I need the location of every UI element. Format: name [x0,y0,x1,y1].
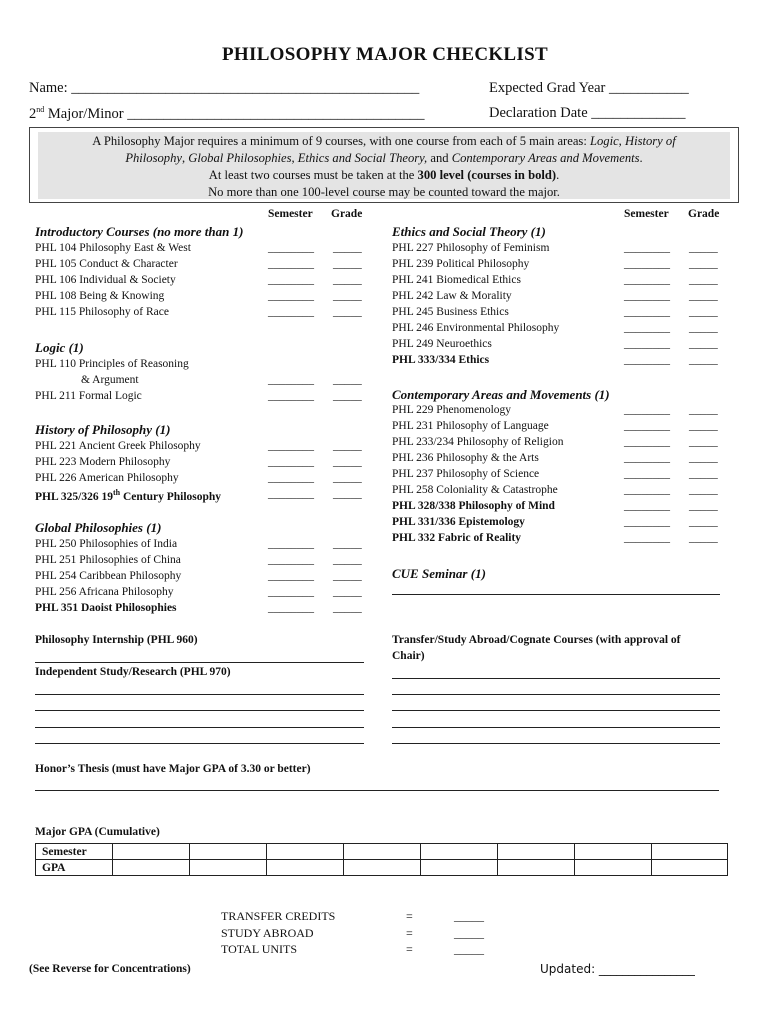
course-item-300-level: PHL 325/326 19th Century Philosophy [35,488,222,503]
grade-blank[interactable]: _____ [333,274,362,286]
equals-sign: = [406,926,413,940]
semester-blank[interactable]: ________ [268,586,314,598]
gpa-semester-row [36,844,728,860]
gpa-cell[interactable] [113,844,190,860]
course-item: PHL 105 Conduct & Character [35,258,178,270]
gpa-row-label: Semester [36,844,113,860]
semester-blank[interactable]: ________ [268,242,314,254]
section-ethics: Ethics and Social Theory (1) [392,224,546,239]
grade-blank[interactable]: _____ [689,468,718,480]
semester-blank[interactable]: ________ [624,452,670,464]
grade-blank[interactable]: _____ [689,436,718,448]
course-item: PHL 106 Individual & Society [35,274,176,286]
gpa-value-row [36,860,728,876]
grade-blank[interactable]: _____ [689,500,718,512]
grade-blank[interactable]: _____ [689,290,718,302]
gpa-cell[interactable] [421,844,498,860]
gpa-cell[interactable] [421,860,498,876]
semester-blank[interactable]: ________ [624,404,670,416]
independent-study-line[interactable] [35,694,364,695]
internship-label: Philosophy Internship (PHL 960) [35,634,198,646]
course-item: PHL 236 Philosophy & the Arts [392,452,539,464]
course-item-300-level: PHL 351 Daoist Philosophies [35,602,177,614]
cue-seminar-line[interactable] [392,594,720,595]
transfer-credits-blank[interactable]: _____ [454,909,484,923]
course-item: PHL 245 Business Ethics [392,306,509,318]
gpa-cell[interactable] [190,844,267,860]
course-item: PHL 246 Environmental Philosophy [392,322,560,334]
grade-blank[interactable]: _____ [333,374,362,386]
semester-blank[interactable]: ________ [624,338,670,350]
course-item: PHL 231 Philosophy of Language [392,420,549,432]
study-abroad-blank[interactable]: _____ [454,926,484,940]
semester-blank[interactable]: ________ [268,258,314,270]
grade-blank[interactable]: _____ [333,390,362,402]
study-abroad-label: STUDY ABROAD [221,926,314,940]
course-item: PHL 227 Philosophy of Feminism [392,242,550,254]
grade-blank[interactable]: _____ [689,274,718,286]
grade-blank[interactable]: _____ [333,554,362,566]
independent-study-line[interactable] [35,727,364,728]
name-field-label: Name: ________________________________________________ [29,80,420,96]
grade-blank[interactable]: _____ [689,452,718,464]
course-item: PHL 239 Political Philosophy [392,258,530,270]
semester-blank[interactable]: ________ [268,570,314,582]
grade-blank[interactable]: _____ [333,570,362,582]
grade-blank[interactable]: _____ [333,258,362,270]
requirements-box [29,127,739,203]
transfer-courses-line[interactable] [392,710,720,711]
grade-blank[interactable]: _____ [333,472,362,484]
grade-blank[interactable]: _____ [689,322,718,334]
course-item: PHL 233/234 Philosophy of Religion [392,436,564,448]
grade-blank[interactable]: _____ [333,602,362,614]
semester-blank[interactable]: ________ [268,456,314,468]
semester-blank[interactable]: ________ [624,436,670,448]
grade-blank[interactable]: _____ [333,306,362,318]
grade-column-header: Grade [688,208,720,220]
gpa-cell[interactable] [267,860,344,876]
semester-blank[interactable]: ________ [268,602,314,614]
see-reverse-note: (See Reverse for Concentrations) [29,963,191,975]
course-item: PHL 251 Philosophies of China [35,554,181,566]
grade-blank[interactable]: _____ [689,338,718,350]
updated-field: Updated: ________________ [540,962,695,976]
grade-blank[interactable]: _____ [689,404,718,416]
course-item: PHL 254 Caribbean Philosophy [35,570,182,582]
declaration-date-label: Declaration Date _____________ [489,105,686,121]
section-cue-seminar: CUE Seminar (1) [392,566,486,581]
transfer-credits-label: TRANSFER CREDITS [221,909,336,923]
section-global: Global Philosophies (1) [35,520,162,535]
gpa-cell[interactable] [575,844,652,860]
grade-blank[interactable]: _____ [333,242,362,254]
course-item: PHL 249 Neuroethics [392,338,492,350]
transfer-courses-line[interactable] [392,678,720,679]
semester-blank[interactable]: ________ [268,274,314,286]
total-units-label: TOTAL UNITS [221,942,298,956]
course-item: PHL 229 Phenomenology [392,404,512,416]
grade-blank[interactable]: _____ [333,440,362,452]
course-item: PHL 211 Formal Logic [35,390,142,402]
requirements-line-4: No more than one 100-level course may be counted toward the major. [208,185,560,199]
course-item: PHL 110 Principles of Reasoning [35,358,189,370]
course-item: PHL 226 American Philosophy [35,472,179,484]
semester-blank[interactable]: ________ [268,554,314,566]
course-item: PHL 221 Ancient Greek Philosophy [35,440,201,452]
semester-blank[interactable]: ________ [624,500,670,512]
honors-thesis-label: Honor’s Thesis (must have Major GPA of 3.30 or better) [35,763,311,775]
semester-blank[interactable]: ________ [624,484,670,496]
section-history: History of Philosophy (1) [35,422,171,437]
gpa-cell[interactable] [113,860,190,876]
semester-blank[interactable]: ________ [624,532,670,544]
gpa-table [35,843,728,876]
grade-blank[interactable]: _____ [689,354,718,366]
section-contemporary: Contemporary Areas and Movements (1) [392,387,610,402]
internship-line[interactable] [35,662,364,663]
section-introductory: Introductory Courses (no more than 1) [35,224,244,239]
semester-blank[interactable]: ________ [268,390,314,402]
course-item-300-level: PHL 328/338 Philosophy of Mind [392,500,555,512]
expected-grad-year-label: Expected Grad Year ___________ [489,80,689,96]
grade-blank[interactable]: _____ [333,488,362,500]
gpa-cell[interactable] [498,844,575,860]
course-item: PHL 108 Being & Knowing [35,290,165,302]
section-logic: Logic (1) [35,340,84,355]
semester-blank[interactable]: ________ [268,440,314,452]
gpa-cell[interactable] [652,844,728,860]
course-item: PHL 250 Philosophies of India [35,538,178,550]
transfer-courses-label-cont: Chair) [392,650,425,662]
semester-column-header: Semester [268,208,313,220]
course-item: PHL 115 Philosophy of Race [35,306,169,318]
honors-thesis-line[interactable] [35,790,719,791]
grade-blank[interactable]: _____ [333,586,362,598]
grade-blank[interactable]: _____ [689,532,718,544]
equals-sign: = [406,909,413,923]
grade-blank[interactable]: _____ [689,484,718,496]
semester-blank[interactable]: ________ [624,516,670,528]
grade-blank[interactable]: _____ [333,456,362,468]
grade-blank[interactable]: _____ [689,242,718,254]
total-units-blank[interactable]: _____ [454,942,484,956]
gpa-cell[interactable] [498,860,575,876]
gpa-cell[interactable] [344,844,421,860]
grade-blank[interactable]: _____ [689,516,718,528]
course-item: PHL 237 Philosophy of Science [392,468,540,480]
grade-column-header: Grade [331,208,363,220]
semester-column-header: Semester [624,208,669,220]
course-item: PHL 258 Coloniality & Catastrophe [392,484,558,496]
transfer-courses-line[interactable] [392,743,720,744]
transfer-courses-line[interactable] [392,694,720,695]
transfer-courses-line[interactable] [392,727,720,728]
semester-blank[interactable]: ________ [268,538,314,550]
requirements-line-3: At least two courses must be taken at the 300 level (courses in bold). [208,168,560,182]
gpa-cell[interactable] [267,844,344,860]
gpa-cell[interactable] [575,860,652,876]
course-item-300-level: PHL 333/334 Ethics [392,354,490,366]
semester-blank[interactable]: ________ [268,488,314,500]
semester-blank[interactable]: ________ [624,354,670,366]
semester-blank[interactable]: ________ [268,306,314,318]
semester-blank[interactable]: ________ [624,258,670,270]
equals-sign: = [406,942,413,956]
gpa-cell[interactable] [190,860,267,876]
course-item: PHL 256 Africana Philosophy [35,586,174,598]
semester-blank[interactable]: ________ [624,306,670,318]
semester-blank[interactable]: ________ [624,274,670,286]
semester-blank[interactable]: ________ [268,472,314,484]
independent-study-label: Independent Study/Research (PHL 970) [35,666,231,678]
grade-blank[interactable]: _____ [689,306,718,318]
gpa-cell[interactable] [344,860,421,876]
semester-blank[interactable]: ________ [624,290,670,302]
course-item: PHL 242 Law & Morality [392,290,512,302]
semester-blank[interactable]: ________ [268,290,314,302]
course-item: PHL 223 Modern Philosophy [35,456,171,468]
gpa-title: Major GPA (Cumulative) [35,826,160,838]
requirements-line-1: A Philosophy Major requires a minimum of 9 courses, with one course from each of 5 main areas: Logic, History of [92,134,676,148]
independent-study-line[interactable] [35,743,364,744]
course-item-300-level: PHL 331/336 Epistemology [392,516,525,528]
gpa-cell[interactable] [652,860,728,876]
transfer-courses-label: Transfer/Study Abroad/Cognate Courses (with approval of [392,634,681,646]
course-item: PHL 241 Biomedical Ethics [392,274,521,286]
grade-blank[interactable]: _____ [333,290,362,302]
course-item-continued: & Argument [81,374,139,386]
semester-blank[interactable]: ________ [624,322,670,334]
independent-study-line[interactable] [35,710,364,711]
semester-blank[interactable]: ________ [624,420,670,432]
grade-blank[interactable]: _____ [689,420,718,432]
second-major-minor-label: 2nd Major/Minor _________________________________________ [29,105,425,122]
grade-blank[interactable]: _____ [333,538,362,550]
semester-blank[interactable]: ________ [268,374,314,386]
page-title: PHILOSOPHY MAJOR CHECKLIST [222,44,548,65]
grade-blank[interactable]: _____ [689,258,718,270]
course-item: PHL 104 Philosophy East & West [35,242,191,254]
semester-blank[interactable]: ________ [624,242,670,254]
course-item-300-level: PHL 332 Fabric of Reality [392,532,522,544]
semester-blank[interactable]: ________ [624,468,670,480]
requirements-line-2: Philosophy, Global Philosophies, Ethics and Social Theory, and Contemporary Areas and Movements. [125,151,643,165]
gpa-row-label: GPA [36,860,113,876]
